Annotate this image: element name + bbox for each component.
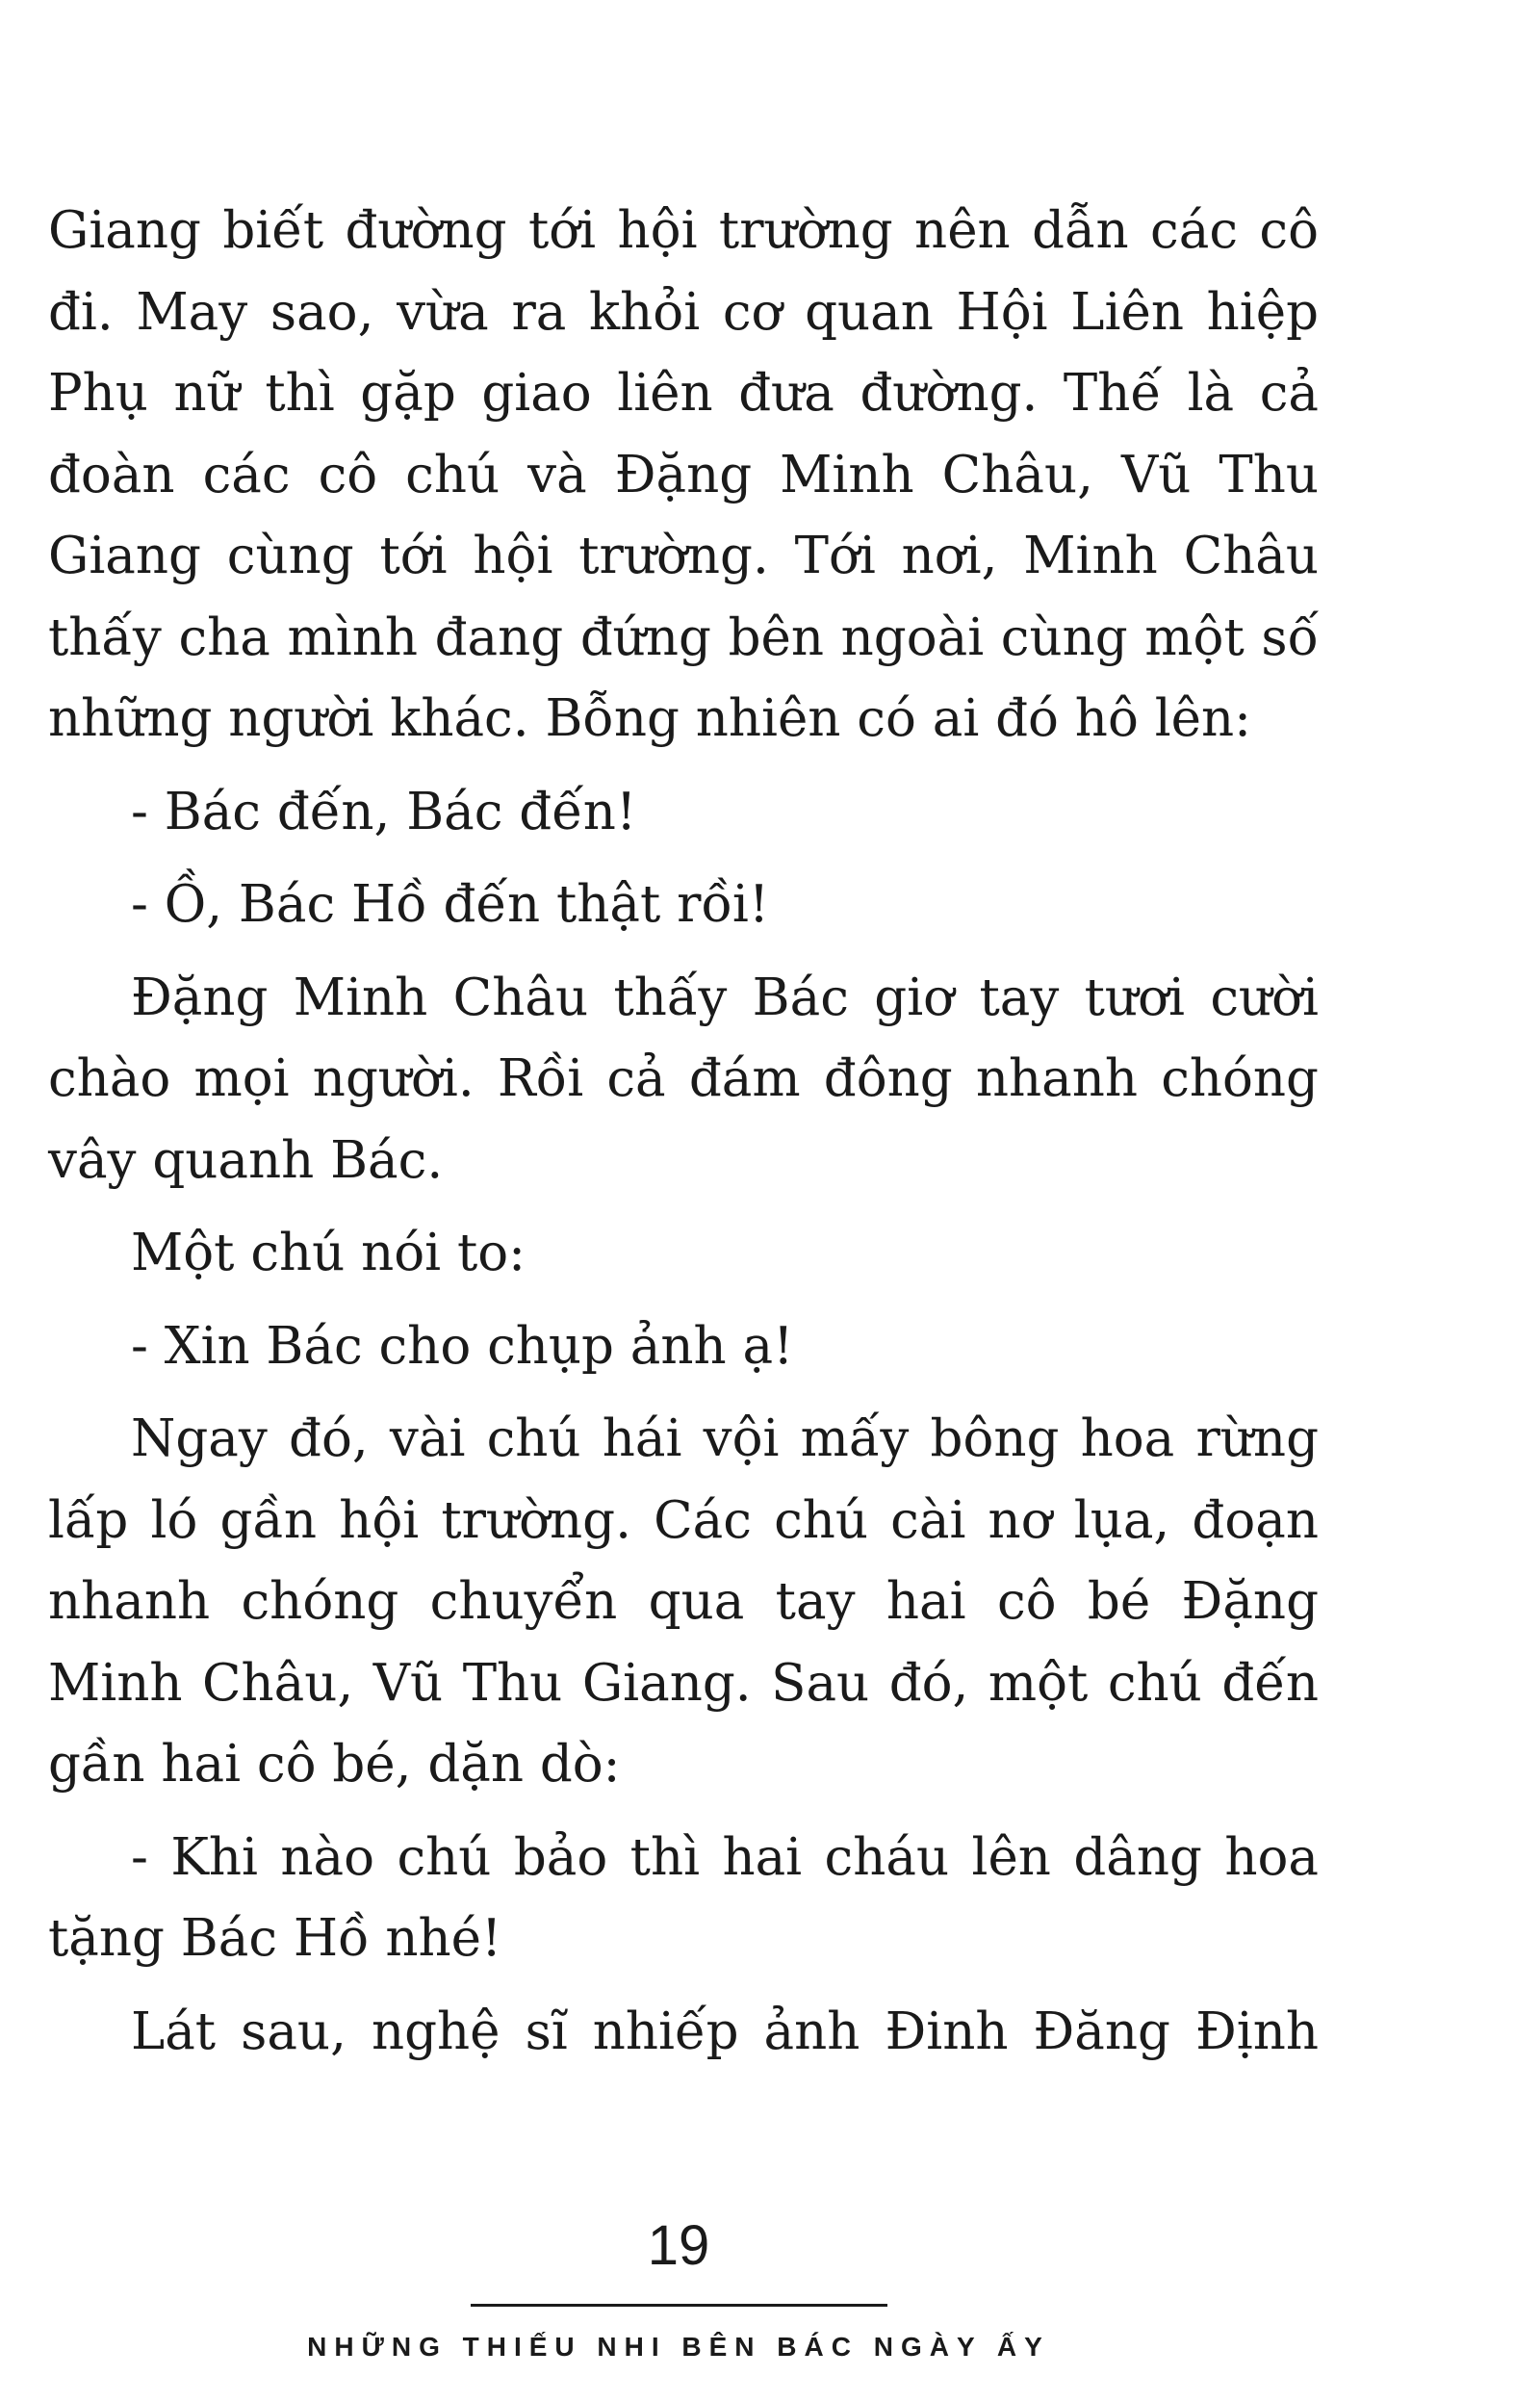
paragraph-4: Đặng Minh Châu thấy Bác giơ tay tươi cười chào mọi người. Rồi cả đám đông nhanh chóng vây quanh Bác.: [48, 968, 1319, 1190]
page-number: 19: [647, 2214, 710, 2277]
paragraph-6: - Xin Bác cho chụp ảnh ạ!: [131, 1316, 794, 1376]
paragraph-7: Ngay đó, vài chú hái vội mấy bông hoa rừng lấp ló gần hội trường. Các chú cài nơ lụa, đoạn nhanh chóng chuyển qua tay hai cô bé Đặng Minh Châu, Vũ Thu Giang. Sau đó, một chú đến gần hai cô bé, dặn dò:: [48, 1409, 1319, 1794]
running-footer: NHỮNG THIẾU NHI BÊN BÁC NGÀY ẤY: [307, 2332, 1050, 2362]
paragraph-5: Một chú nói to:: [131, 1224, 526, 1282]
paragraph-1: Giang biết đường tới hội trường nên dẫn các cô đi. May sao, vừa ra khỏi cơ quan Hội Liên hiệp Phụ nữ thì gặp giao liên đưa đường. Thế là cả đoàn các cô chú và Đặng Minh Châu, Vũ Thu Giang cùng tới hội trường. Tới nơi, Minh Châu thấy cha mình đang đứng bên ngoài cùng một số những người khác. Bỗng nhiên có ai đó hô lên:: [48, 201, 1319, 748]
paragraph-3: - Ồ, Bác Hồ đến thật rồi!: [131, 875, 770, 934]
paragraph-2: - Bác đến, Bác đến!: [131, 782, 637, 841]
paragraph-8: - Khi nào chú bảo thì hai cháu lên dâng hoa tặng Bác Hồ nhé!: [48, 1827, 1319, 1968]
body-text: [48, 191, 1319, 2073]
paragraph-9: Lát sau, nghệ sĩ nhiếp ảnh Đinh Đăng Định: [131, 2002, 1319, 2061]
footer-divider: [471, 2304, 887, 2307]
